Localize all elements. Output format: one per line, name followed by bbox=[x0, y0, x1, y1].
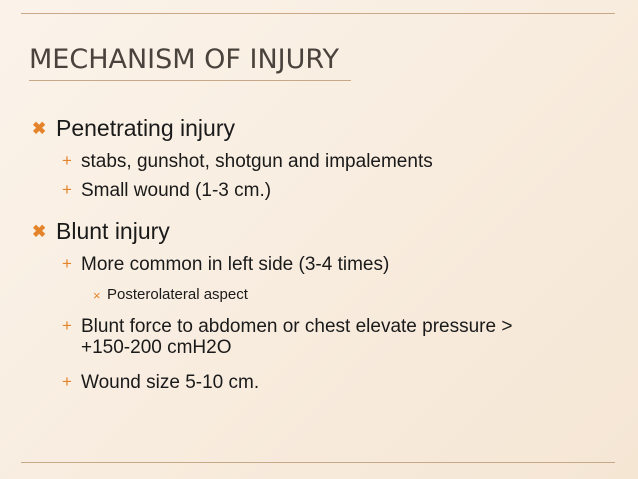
sub-bullet-blunt-force bbox=[62, 316, 552, 359]
plus-bullet-icon: + bbox=[62, 151, 72, 170]
x-bullet-icon: × bbox=[93, 288, 101, 303]
slide-title: MECHANISM OF INJURY bbox=[29, 44, 339, 75]
plus-bullet-icon: + bbox=[62, 254, 72, 273]
bullet-text: Small wound (1-3 cm.) bbox=[81, 180, 272, 201]
bullet-text: Penetrating injury bbox=[56, 115, 235, 141]
bullet-text: More common in left side (3-4 times) bbox=[81, 254, 390, 275]
bullet-text: Wound size 5-10 cm. bbox=[81, 372, 260, 393]
bullet-text: stabs, gunshot, shotgun and impalements bbox=[81, 151, 433, 172]
bullet-text: Blunt injury bbox=[56, 218, 170, 244]
x-bullet-icon: ✖ bbox=[32, 119, 47, 138]
bullet-penetrating-injury bbox=[32, 116, 235, 142]
sub-bullet-small-wound bbox=[62, 180, 271, 201]
plus-bullet-icon: + bbox=[62, 372, 72, 391]
sub-bullet-left-side bbox=[62, 254, 389, 275]
x-bullet-icon: ✖ bbox=[32, 222, 47, 241]
plus-bullet-icon: + bbox=[62, 316, 72, 335]
sub-sub-bullet-posterolateral bbox=[93, 287, 248, 304]
sub-bullet-wound-size bbox=[62, 372, 259, 393]
title-underline bbox=[29, 80, 351, 81]
sub-bullet-stabs bbox=[62, 151, 433, 172]
bullet-text: Blunt force to abdomen or chest elevate pressure > +150-200 cmH2O bbox=[81, 316, 513, 359]
bullet-blunt-injury bbox=[32, 219, 170, 245]
bottom-divider bbox=[21, 462, 615, 463]
bullet-text: Posterolateral aspect bbox=[107, 286, 248, 303]
top-divider bbox=[21, 13, 615, 14]
plus-bullet-icon: + bbox=[62, 180, 72, 199]
